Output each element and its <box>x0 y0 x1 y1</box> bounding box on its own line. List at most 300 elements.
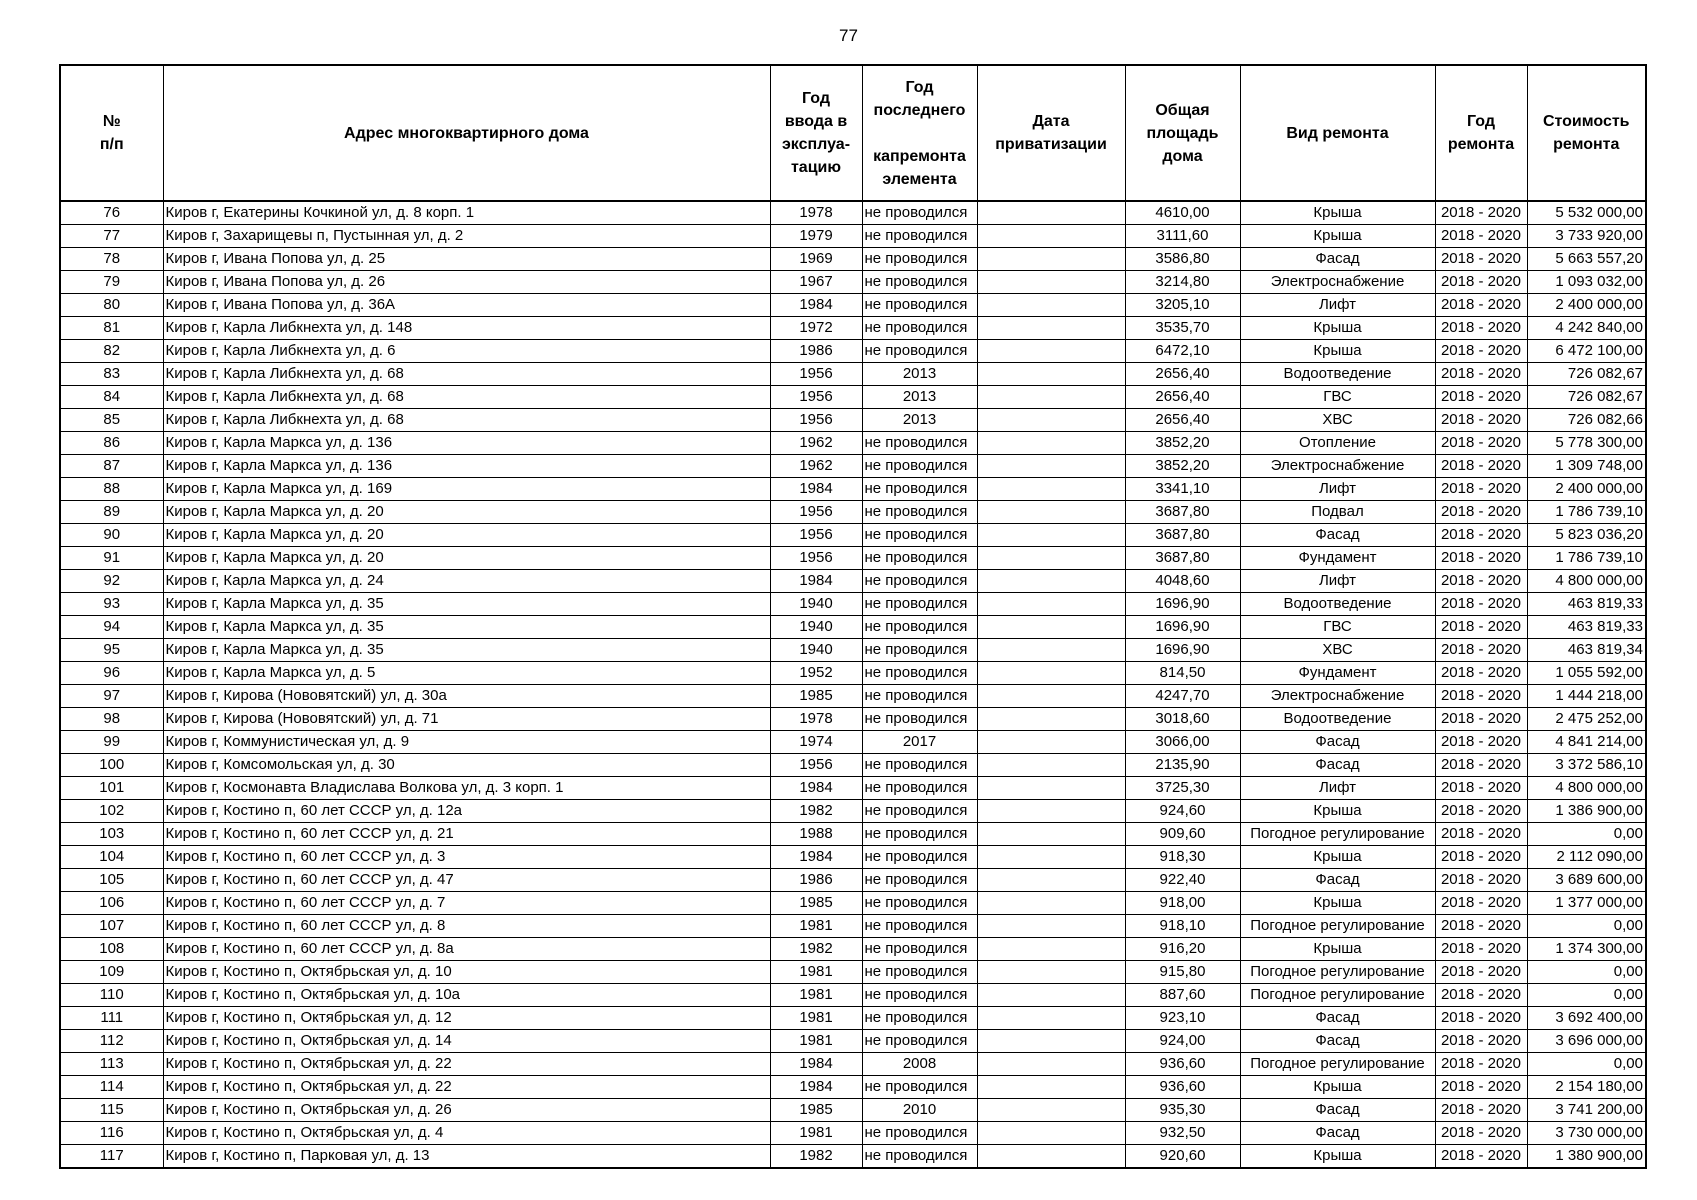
cell-num: 87 <box>60 455 163 478</box>
cell-address: Киров г, Карла Маркса ул, д. 169 <box>163 478 770 501</box>
cell-address: Киров г, Костино п, 60 лет СССР ул, д. 3 <box>163 846 770 869</box>
cell-last-repair: не проводился <box>862 547 977 570</box>
cell-repair-year: 2018 - 2020 <box>1435 938 1527 961</box>
cell-year-built: 1981 <box>770 984 862 1007</box>
cell-repair-year: 2018 - 2020 <box>1435 685 1527 708</box>
cell-year-built: 1978 <box>770 708 862 731</box>
cell-privatization <box>977 961 1125 984</box>
cell-area: 4048,60 <box>1125 570 1240 593</box>
cell-last-repair: не проводился <box>862 248 977 271</box>
cell-cost: 6 472 100,00 <box>1527 340 1646 363</box>
cell-repair-year: 2018 - 2020 <box>1435 777 1527 800</box>
cell-year-built: 1984 <box>770 478 862 501</box>
cell-privatization <box>977 225 1125 248</box>
cell-privatization <box>977 616 1125 639</box>
cell-repair-type: Фундамент <box>1240 547 1435 570</box>
cell-repair-year: 2018 - 2020 <box>1435 800 1527 823</box>
table-row <box>60 363 1646 386</box>
cell-repair-year: 2018 - 2020 <box>1435 271 1527 294</box>
cell-privatization <box>977 386 1125 409</box>
cell-year-built: 1982 <box>770 800 862 823</box>
cell-year-built: 1979 <box>770 225 862 248</box>
cell-privatization <box>977 1007 1125 1030</box>
header-year-built: Год ввода в эксплуа- тацию <box>770 65 862 201</box>
cell-address: Киров г, Костино п, Октябрьская ул, д. 4 <box>163 1122 770 1145</box>
repair-registry-table <box>59 64 1647 1169</box>
cell-area: 6472,10 <box>1125 340 1240 363</box>
cell-cost: 3 692 400,00 <box>1527 1007 1646 1030</box>
cell-repair-year: 2018 - 2020 <box>1435 1030 1527 1053</box>
cell-repair-year: 2018 - 2020 <box>1435 984 1527 1007</box>
cell-address: Киров г, Карла Либкнехта ул, д. 68 <box>163 386 770 409</box>
cell-privatization <box>977 547 1125 570</box>
table-row <box>60 432 1646 455</box>
cell-num: 78 <box>60 248 163 271</box>
cell-repair-type: Лифт <box>1240 478 1435 501</box>
cell-privatization <box>977 915 1125 938</box>
cell-repair-type: ХВС <box>1240 639 1435 662</box>
cell-cost: 1 380 900,00 <box>1527 1145 1646 1169</box>
cell-last-repair: 2008 <box>862 1053 977 1076</box>
cell-address: Киров г, Космонавта Владислава Волкова ул, д. 3 корп. 1 <box>163 777 770 800</box>
cell-address: Киров г, Карла Маркса ул, д. 35 <box>163 593 770 616</box>
cell-area: 923,10 <box>1125 1007 1240 1030</box>
cell-num: 101 <box>60 777 163 800</box>
cell-privatization <box>977 248 1125 271</box>
cell-year-built: 1956 <box>770 386 862 409</box>
cell-num: 104 <box>60 846 163 869</box>
table-row <box>60 984 1646 1007</box>
cell-repair-year: 2018 - 2020 <box>1435 1122 1527 1145</box>
cell-num: 103 <box>60 823 163 846</box>
cell-num: 91 <box>60 547 163 570</box>
cell-address: Киров г, Костино п, Октябрьская ул, д. 22 <box>163 1076 770 1099</box>
cell-last-repair: 2010 <box>862 1099 977 1122</box>
cell-num: 94 <box>60 616 163 639</box>
cell-year-built: 1952 <box>770 662 862 685</box>
cell-privatization <box>977 1076 1125 1099</box>
cell-num: 117 <box>60 1145 163 1169</box>
cell-area: 3341,10 <box>1125 478 1240 501</box>
cell-privatization <box>977 731 1125 754</box>
cell-area: 3066,00 <box>1125 731 1240 754</box>
table-row <box>60 547 1646 570</box>
cell-address: Киров г, Екатерины Кочкиной ул, д. 8 корп. 1 <box>163 201 770 225</box>
cell-privatization <box>977 662 1125 685</box>
cell-repair-type: Крыша <box>1240 846 1435 869</box>
cell-privatization <box>977 524 1125 547</box>
cell-privatization <box>977 432 1125 455</box>
table-row <box>60 478 1646 501</box>
cell-last-repair: не проводился <box>862 201 977 225</box>
cell-privatization <box>977 1099 1125 1122</box>
cell-num: 106 <box>60 892 163 915</box>
cell-area: 1696,90 <box>1125 593 1240 616</box>
cell-privatization <box>977 754 1125 777</box>
table-row <box>60 248 1646 271</box>
cell-area: 915,80 <box>1125 961 1240 984</box>
cell-last-repair: не проводился <box>862 1145 977 1169</box>
cell-address: Киров г, Карла Маркса ул, д. 136 <box>163 455 770 478</box>
table-row <box>60 1053 1646 1076</box>
cell-address: Киров г, Костино п, 60 лет СССР ул, д. 21 <box>163 823 770 846</box>
cell-last-repair: не проводился <box>862 639 977 662</box>
cell-privatization <box>977 708 1125 731</box>
table-row <box>60 869 1646 892</box>
cell-privatization <box>977 1145 1125 1169</box>
cell-num: 109 <box>60 961 163 984</box>
table-row <box>60 731 1646 754</box>
cell-last-repair: 2013 <box>862 386 977 409</box>
cell-area: 3111,60 <box>1125 225 1240 248</box>
cell-repair-year: 2018 - 2020 <box>1435 823 1527 846</box>
cell-repair-type: Водоотведение <box>1240 363 1435 386</box>
cell-area: 909,60 <box>1125 823 1240 846</box>
cell-last-repair: не проводился <box>862 685 977 708</box>
cell-year-built: 1981 <box>770 1122 862 1145</box>
cell-repair-type: Крыша <box>1240 938 1435 961</box>
cell-repair-year: 2018 - 2020 <box>1435 432 1527 455</box>
cell-year-built: 1985 <box>770 892 862 915</box>
cell-cost: 3 372 586,10 <box>1527 754 1646 777</box>
cell-address: Киров г, Карла Маркса ул, д. 20 <box>163 501 770 524</box>
cell-num: 99 <box>60 731 163 754</box>
cell-address: Киров г, Костино п, Парковая ул, д. 13 <box>163 1145 770 1169</box>
cell-last-repair: 2013 <box>862 363 977 386</box>
cell-num: 80 <box>60 294 163 317</box>
cell-privatization <box>977 455 1125 478</box>
cell-repair-year: 2018 - 2020 <box>1435 662 1527 685</box>
cell-area: 2656,40 <box>1125 386 1240 409</box>
cell-area: 3205,10 <box>1125 294 1240 317</box>
cell-privatization <box>977 1122 1125 1145</box>
cell-num: 85 <box>60 409 163 432</box>
table-row <box>60 501 1646 524</box>
cell-repair-type: ГВС <box>1240 386 1435 409</box>
table-row <box>60 593 1646 616</box>
cell-repair-year: 2018 - 2020 <box>1435 754 1527 777</box>
cell-last-repair: 2013 <box>862 409 977 432</box>
table-row <box>60 271 1646 294</box>
cell-last-repair: не проводился <box>862 455 977 478</box>
cell-repair-year: 2018 - 2020 <box>1435 593 1527 616</box>
cell-cost: 726 082,66 <box>1527 409 1646 432</box>
header-area: Общая площадь дома <box>1125 65 1240 201</box>
cell-last-repair: не проводился <box>862 317 977 340</box>
cell-repair-year: 2018 - 2020 <box>1435 386 1527 409</box>
header-repair-year: Год ремонта <box>1435 65 1527 201</box>
cell-repair-type: Водоотведение <box>1240 708 1435 731</box>
cell-cost: 0,00 <box>1527 915 1646 938</box>
cell-area: 2656,40 <box>1125 363 1240 386</box>
cell-num: 90 <box>60 524 163 547</box>
table-row <box>60 961 1646 984</box>
table-row <box>60 455 1646 478</box>
cell-year-built: 1956 <box>770 501 862 524</box>
cell-repair-type: Водоотведение <box>1240 593 1435 616</box>
cell-privatization <box>977 846 1125 869</box>
cell-year-built: 1984 <box>770 1076 862 1099</box>
table-row <box>60 662 1646 685</box>
cell-repair-year: 2018 - 2020 <box>1435 409 1527 432</box>
cell-repair-year: 2018 - 2020 <box>1435 478 1527 501</box>
cell-repair-year: 2018 - 2020 <box>1435 501 1527 524</box>
table-row <box>60 823 1646 846</box>
cell-address: Киров г, Карла Маркса ул, д. 136 <box>163 432 770 455</box>
cell-last-repair: не проводился <box>862 869 977 892</box>
cell-repair-type: Лифт <box>1240 570 1435 593</box>
cell-cost: 3 733 920,00 <box>1527 225 1646 248</box>
table-row <box>60 225 1646 248</box>
cell-cost: 1 786 739,10 <box>1527 501 1646 524</box>
cell-num: 81 <box>60 317 163 340</box>
cell-address: Киров г, Карла Маркса ул, д. 20 <box>163 547 770 570</box>
cell-repair-type: Фундамент <box>1240 662 1435 685</box>
cell-cost: 3 689 600,00 <box>1527 869 1646 892</box>
cell-address: Киров г, Кирова (Нововятский) ул, д. 30а <box>163 685 770 708</box>
cell-year-built: 1956 <box>770 409 862 432</box>
cell-last-repair: не проводился <box>862 501 977 524</box>
cell-address: Киров г, Костино п, Октябрьская ул, д. 10а <box>163 984 770 1007</box>
cell-area: 936,60 <box>1125 1053 1240 1076</box>
cell-num: 82 <box>60 340 163 363</box>
table-body <box>60 201 1646 1168</box>
cell-num: 96 <box>60 662 163 685</box>
cell-privatization <box>977 1030 1125 1053</box>
cell-repair-type: Крыша <box>1240 1145 1435 1169</box>
table-row <box>60 639 1646 662</box>
cell-privatization <box>977 938 1125 961</box>
cell-privatization <box>977 685 1125 708</box>
cell-year-built: 1985 <box>770 685 862 708</box>
cell-cost: 0,00 <box>1527 984 1646 1007</box>
cell-num: 86 <box>60 432 163 455</box>
cell-area: 3725,30 <box>1125 777 1240 800</box>
cell-repair-type: Фасад <box>1240 248 1435 271</box>
cell-repair-type: Подвал <box>1240 501 1435 524</box>
table-row <box>60 386 1646 409</box>
cell-repair-year: 2018 - 2020 <box>1435 846 1527 869</box>
cell-address: Киров г, Карла Либкнехта ул, д. 148 <box>163 317 770 340</box>
cell-year-built: 1974 <box>770 731 862 754</box>
cell-repair-type: Фасад <box>1240 1030 1435 1053</box>
cell-num: 102 <box>60 800 163 823</box>
cell-last-repair: не проводился <box>862 271 977 294</box>
table-row <box>60 938 1646 961</box>
table-row <box>60 846 1646 869</box>
cell-privatization <box>977 570 1125 593</box>
cell-repair-year: 2018 - 2020 <box>1435 869 1527 892</box>
cell-year-built: 1956 <box>770 363 862 386</box>
cell-privatization <box>977 777 1125 800</box>
cell-last-repair: не проводился <box>862 593 977 616</box>
table-row <box>60 685 1646 708</box>
cell-repair-type: ГВС <box>1240 616 1435 639</box>
table-row <box>60 409 1646 432</box>
cell-repair-year: 2018 - 2020 <box>1435 708 1527 731</box>
cell-repair-type: Крыша <box>1240 800 1435 823</box>
cell-area: 3214,80 <box>1125 271 1240 294</box>
cell-num: 89 <box>60 501 163 524</box>
cell-repair-year: 2018 - 2020 <box>1435 1053 1527 1076</box>
cell-year-built: 1962 <box>770 455 862 478</box>
cell-area: 3018,60 <box>1125 708 1240 731</box>
cell-area: 3687,80 <box>1125 547 1240 570</box>
cell-year-built: 1981 <box>770 961 862 984</box>
cell-privatization <box>977 823 1125 846</box>
cell-address: Киров г, Костино п, Октябрьская ул, д. 12 <box>163 1007 770 1030</box>
cell-cost: 463 819,34 <box>1527 639 1646 662</box>
cell-privatization <box>977 593 1125 616</box>
cell-repair-year: 2018 - 2020 <box>1435 248 1527 271</box>
cell-year-built: 1984 <box>770 294 862 317</box>
cell-last-repair: не проводился <box>862 225 977 248</box>
cell-cost: 3 730 000,00 <box>1527 1122 1646 1145</box>
cell-repair-year: 2018 - 2020 <box>1435 547 1527 570</box>
cell-repair-type: Фасад <box>1240 731 1435 754</box>
cell-address: Киров г, Захарищевы п, Пустынная ул, д. 2 <box>163 225 770 248</box>
cell-num: 77 <box>60 225 163 248</box>
cell-address: Киров г, Костино п, Октябрьская ул, д. 26 <box>163 1099 770 1122</box>
cell-cost: 4 800 000,00 <box>1527 570 1646 593</box>
cell-num: 115 <box>60 1099 163 1122</box>
table-row <box>60 800 1646 823</box>
cell-year-built: 1986 <box>770 340 862 363</box>
cell-last-repair: не проводился <box>862 984 977 1007</box>
cell-repair-year: 2018 - 2020 <box>1435 340 1527 363</box>
cell-year-built: 1969 <box>770 248 862 271</box>
cell-cost: 3 741 200,00 <box>1527 1099 1646 1122</box>
cell-repair-type: Лифт <box>1240 294 1435 317</box>
cell-address: Киров г, Костино п, 60 лет СССР ул, д. 47 <box>163 869 770 892</box>
cell-last-repair: не проводился <box>862 777 977 800</box>
cell-privatization <box>977 478 1125 501</box>
cell-last-repair: не проводился <box>862 662 977 685</box>
cell-year-built: 1956 <box>770 524 862 547</box>
cell-cost: 1 093 032,00 <box>1527 271 1646 294</box>
cell-repair-type: Крыша <box>1240 201 1435 225</box>
cell-repair-year: 2018 - 2020 <box>1435 961 1527 984</box>
cell-privatization <box>977 639 1125 662</box>
cell-last-repair: не проводился <box>862 823 977 846</box>
cell-repair-type: Фасад <box>1240 1099 1435 1122</box>
header-repair-type: Вид ремонта <box>1240 65 1435 201</box>
cell-area: 918,00 <box>1125 892 1240 915</box>
cell-cost: 2 112 090,00 <box>1527 846 1646 869</box>
table-row <box>60 1076 1646 1099</box>
cell-address: Киров г, Ивана Попова ул, д. 36А <box>163 294 770 317</box>
cell-area: 1696,90 <box>1125 639 1240 662</box>
table-header-row <box>60 65 1646 201</box>
cell-address: Киров г, Карла Либкнехта ул, д. 68 <box>163 409 770 432</box>
cell-cost: 2 400 000,00 <box>1527 478 1646 501</box>
cell-repair-year: 2018 - 2020 <box>1435 892 1527 915</box>
cell-area: 3687,80 <box>1125 501 1240 524</box>
table-row <box>60 616 1646 639</box>
cell-repair-type: Погодное регулирование <box>1240 915 1435 938</box>
cell-address: Киров г, Карла Маркса ул, д. 35 <box>163 639 770 662</box>
cell-area: 922,40 <box>1125 869 1240 892</box>
cell-year-built: 1981 <box>770 915 862 938</box>
cell-repair-type: Отопление <box>1240 432 1435 455</box>
cell-privatization <box>977 271 1125 294</box>
table-row <box>60 1007 1646 1030</box>
cell-area: 887,60 <box>1125 984 1240 1007</box>
cell-privatization <box>977 409 1125 432</box>
cell-privatization <box>977 892 1125 915</box>
table-row <box>60 340 1646 363</box>
cell-cost: 1 374 300,00 <box>1527 938 1646 961</box>
cell-year-built: 1984 <box>770 1053 862 1076</box>
cell-num: 98 <box>60 708 163 731</box>
cell-area: 3687,80 <box>1125 524 1240 547</box>
cell-cost: 1 309 748,00 <box>1527 455 1646 478</box>
cell-num: 108 <box>60 938 163 961</box>
cell-repair-year: 2018 - 2020 <box>1435 294 1527 317</box>
cell-repair-type: Крыша <box>1240 1076 1435 1099</box>
cell-last-repair: не проводился <box>862 340 977 363</box>
cell-privatization <box>977 1053 1125 1076</box>
cell-last-repair: не проводился <box>862 294 977 317</box>
cell-area: 935,30 <box>1125 1099 1240 1122</box>
cell-last-repair: не проводился <box>862 524 977 547</box>
cell-address: Киров г, Коммунистическая ул, д. 9 <box>163 731 770 754</box>
cell-last-repair: не проводился <box>862 708 977 731</box>
cell-address: Киров г, Костино п, 60 лет СССР ул, д. 7 <box>163 892 770 915</box>
cell-privatization <box>977 363 1125 386</box>
cell-area: 918,10 <box>1125 915 1240 938</box>
cell-privatization <box>977 869 1125 892</box>
cell-year-built: 1984 <box>770 570 862 593</box>
cell-repair-type: Крыша <box>1240 225 1435 248</box>
cell-cost: 5 823 036,20 <box>1527 524 1646 547</box>
cell-cost: 4 800 000,00 <box>1527 777 1646 800</box>
cell-cost: 4 242 840,00 <box>1527 317 1646 340</box>
cell-address: Киров г, Карла Маркса ул, д. 24 <box>163 570 770 593</box>
cell-repair-type: Фасад <box>1240 869 1435 892</box>
cell-year-built: 1988 <box>770 823 862 846</box>
cell-area: 924,60 <box>1125 800 1240 823</box>
cell-cost: 1 055 592,00 <box>1527 662 1646 685</box>
cell-year-built: 1982 <box>770 938 862 961</box>
table-row <box>60 1030 1646 1053</box>
table-row <box>60 294 1646 317</box>
cell-privatization <box>977 317 1125 340</box>
cell-num: 92 <box>60 570 163 593</box>
header-num: № п/п <box>60 65 163 201</box>
cell-area: 920,60 <box>1125 1145 1240 1169</box>
cell-address: Киров г, Ивана Попова ул, д. 25 <box>163 248 770 271</box>
cell-last-repair: не проводился <box>862 846 977 869</box>
cell-repair-type: Погодное регулирование <box>1240 961 1435 984</box>
cell-last-repair: 2017 <box>862 731 977 754</box>
cell-num: 107 <box>60 915 163 938</box>
cell-num: 88 <box>60 478 163 501</box>
cell-privatization <box>977 984 1125 1007</box>
cell-year-built: 1984 <box>770 846 862 869</box>
cell-num: 111 <box>60 1007 163 1030</box>
cell-num: 83 <box>60 363 163 386</box>
cell-cost: 0,00 <box>1527 961 1646 984</box>
cell-last-repair: не проводился <box>862 478 977 501</box>
cell-address: Киров г, Карла Либкнехта ул, д. 6 <box>163 340 770 363</box>
cell-year-built: 1967 <box>770 271 862 294</box>
cell-num: 116 <box>60 1122 163 1145</box>
cell-area: 916,20 <box>1125 938 1240 961</box>
cell-privatization <box>977 294 1125 317</box>
cell-cost: 1 786 739,10 <box>1527 547 1646 570</box>
cell-cost: 463 819,33 <box>1527 616 1646 639</box>
